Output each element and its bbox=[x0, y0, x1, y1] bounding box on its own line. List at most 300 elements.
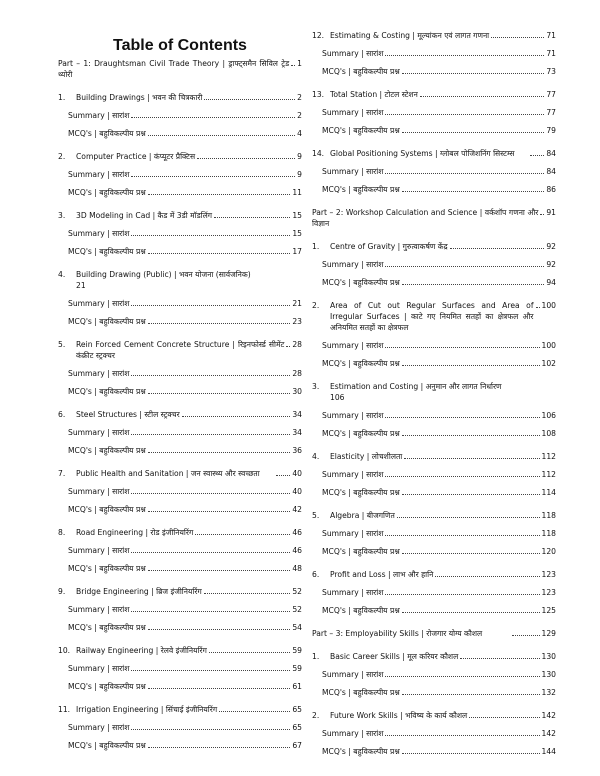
toc-entry[interactable] bbox=[58, 527, 302, 538]
toc-page-number: 17 bbox=[292, 247, 302, 256]
toc-entry[interactable] bbox=[312, 207, 556, 229]
toc-entry-title: Summary | सारांश bbox=[322, 260, 384, 269]
toc-entry-title: Part – 2: Workshop Calculation and Science | वर्कशॉप गणना और विज्ञान bbox=[312, 208, 539, 228]
toc-page-number: 112 bbox=[541, 452, 556, 461]
toc-leader-dots bbox=[402, 191, 545, 192]
toc-entry[interactable] bbox=[58, 339, 302, 361]
toc-page-number: 59 bbox=[292, 646, 302, 655]
toc-leader-dots bbox=[131, 729, 290, 730]
toc-entry-title: 3D Modeling in Cad | कैड में 3डी मॉडलिंग bbox=[76, 211, 213, 220]
toc-entry-title: Summary | सारांश bbox=[68, 229, 130, 238]
toc-page-number: 106 bbox=[330, 393, 345, 402]
toc-entry-row bbox=[58, 298, 302, 309]
toc-entry[interactable] bbox=[58, 468, 302, 479]
toc-page-number: 54 bbox=[292, 623, 302, 632]
toc-entry-row bbox=[312, 30, 556, 41]
toc-right-column bbox=[312, 30, 556, 757]
toc-entry[interactable] bbox=[312, 358, 556, 369]
toc-entry[interactable] bbox=[58, 704, 302, 715]
toc-entry[interactable] bbox=[312, 746, 556, 757]
toc-entry-row bbox=[58, 663, 302, 674]
toc-leader-dots bbox=[540, 214, 544, 215]
toc-entry-row bbox=[58, 368, 302, 379]
toc-entry-title: Estimating & Costing | मूल्यांकन एवं लागत गणना bbox=[330, 31, 490, 40]
toc-page-number: 1 bbox=[297, 59, 302, 68]
toc-entry-row bbox=[312, 687, 556, 698]
toc-entry[interactable] bbox=[58, 504, 302, 515]
toc-entry[interactable] bbox=[58, 246, 302, 257]
toc-page-number: 106 bbox=[541, 411, 556, 420]
toc-entry-row bbox=[312, 184, 556, 195]
toc-page-number: 118 bbox=[541, 529, 556, 538]
toc-entry-row bbox=[58, 187, 302, 198]
toc-page-number: 132 bbox=[541, 688, 556, 697]
toc-chapter-number: 7. bbox=[58, 469, 66, 478]
toc-page-number: 92 bbox=[546, 242, 556, 251]
toc-page-number: 144 bbox=[541, 747, 556, 756]
toc-entry-title: Global Positioning Systems | ग्लोबल पोजिशनिंग सिस्टम्स bbox=[330, 149, 515, 158]
toc-page-number: 21 bbox=[292, 299, 302, 308]
toc-page-number: 71 bbox=[546, 49, 556, 58]
toc-leader-dots bbox=[131, 235, 290, 236]
toc-entry[interactable] bbox=[312, 710, 556, 721]
toc-entry-row bbox=[58, 280, 302, 291]
toc-entry[interactable] bbox=[312, 546, 556, 557]
toc-entry-row bbox=[58, 269, 302, 280]
toc-entry-title: MCQ's | बहुविकल्पीय प्रश्न bbox=[322, 606, 400, 615]
toc-leader-dots bbox=[204, 99, 295, 100]
toc-left-column bbox=[58, 30, 302, 751]
toc-entry-title: Public Health and Sanitation | जन स्वास्थ्य और स्वच्छता bbox=[76, 469, 260, 478]
toc-entry-row bbox=[58, 722, 302, 733]
toc-entry-row bbox=[312, 605, 556, 616]
toc-entry-title: Summary | सारांश bbox=[322, 108, 384, 117]
toc-entry-title: Rein Forced Cement Concrete Structure | रिइनफोर्स्ड सीमेंट कंक्रीट स्ट्रक्चर bbox=[76, 340, 285, 360]
toc-entry-title: Summary | सारांश bbox=[68, 299, 130, 308]
toc-entry-title: Part – 3: Employability Skills | रोजगार योग्य कौशल bbox=[312, 629, 483, 638]
toc-leader-dots bbox=[402, 73, 545, 74]
toc-entry[interactable] bbox=[312, 48, 556, 59]
toc-page-number: 67 bbox=[292, 741, 302, 750]
toc-entry-row bbox=[58, 128, 302, 139]
toc-page-number: 142 bbox=[541, 729, 556, 738]
toc-entry-row bbox=[58, 151, 302, 162]
toc-leader-dots bbox=[148, 747, 291, 748]
toc-entry[interactable] bbox=[312, 259, 556, 270]
toc-entry-title: MCQ's | बहुविकल्पीय प्रश्न bbox=[68, 129, 146, 138]
toc-entry[interactable] bbox=[312, 510, 556, 521]
toc-entry[interactable] bbox=[312, 30, 556, 41]
toc-entry[interactable] bbox=[312, 241, 556, 252]
toc-entry-title: Total Station | टोटल स्टेशन bbox=[330, 90, 418, 99]
toc-chapter-number: 3. bbox=[312, 382, 320, 391]
toc-entry-row bbox=[58, 58, 302, 80]
toc-page-number: 125 bbox=[541, 606, 556, 615]
toc-entry-title: MCQ's | बहुविकल्पीय प्रश्न bbox=[322, 359, 400, 368]
toc-entry-title: Computer Practice | कंप्यूटर प्रैक्टिस bbox=[76, 152, 196, 161]
toc-entry-row bbox=[312, 728, 556, 739]
toc-entry-title: Future Work Skills | भविष्य के कार्य कौशल bbox=[330, 711, 468, 720]
toc-entry[interactable] bbox=[312, 628, 556, 639]
toc-entry-row bbox=[312, 358, 556, 369]
toc-leader-dots bbox=[385, 535, 539, 536]
toc-entry-title: Elasticity | लोचशीलता bbox=[330, 452, 403, 461]
toc-entry-row bbox=[58, 563, 302, 574]
toc-leader-dots bbox=[402, 494, 540, 495]
toc-entry-title: Steel Structures | स्टील स्ट्रक्चर bbox=[76, 410, 180, 419]
toc-entry-row bbox=[58, 468, 302, 479]
toc-entry[interactable] bbox=[312, 469, 556, 480]
toc-page-number: 59 bbox=[292, 664, 302, 673]
toc-entry-row bbox=[312, 428, 556, 439]
toc-leader-dots bbox=[148, 393, 291, 394]
toc-entry-row bbox=[312, 166, 556, 177]
toc-entry-row bbox=[58, 586, 302, 597]
toc-entry[interactable] bbox=[312, 300, 556, 333]
toc-entry-row bbox=[312, 340, 556, 351]
toc-leader-dots bbox=[131, 493, 290, 494]
toc-leader-dots bbox=[131, 434, 290, 435]
toc-page-number: 100 bbox=[541, 301, 556, 310]
toc-entry-row bbox=[312, 746, 556, 757]
toc-entry-title: Summary | सारांश bbox=[68, 170, 130, 179]
toc-entry[interactable] bbox=[58, 92, 302, 103]
toc-entry-title: Part – 1: Draughtsman Civil Trade Theory | ड्राफ्ट्समैन सिविल ट्रेड थ्योरी bbox=[58, 59, 290, 79]
toc-entry-row bbox=[58, 704, 302, 715]
toc-entry-row bbox=[58, 110, 302, 121]
toc-entry-row bbox=[58, 740, 302, 751]
toc-leader-dots bbox=[397, 517, 540, 518]
toc-entry-title: Summary | सारांश bbox=[68, 605, 130, 614]
toc-page-number: 15 bbox=[292, 229, 302, 238]
toc-page-number: 130 bbox=[541, 652, 556, 661]
toc-leader-dots bbox=[385, 476, 539, 477]
toc-entry[interactable] bbox=[58, 645, 302, 656]
toc-entry[interactable] bbox=[312, 66, 556, 77]
toc-entry[interactable] bbox=[312, 340, 556, 351]
toc-entry-row bbox=[58, 545, 302, 556]
toc-leader-dots bbox=[385, 417, 539, 418]
toc-page-number: 108 bbox=[541, 429, 556, 438]
toc-entry[interactable] bbox=[312, 166, 556, 177]
toc-entry-title: MCQ's | बहुविकल्पीय प्रश्न bbox=[68, 247, 146, 256]
toc-page-number: 94 bbox=[546, 278, 556, 287]
toc-entry-row bbox=[312, 469, 556, 480]
toc-leader-dots bbox=[148, 688, 291, 689]
toc-entry[interactable] bbox=[58, 622, 302, 633]
toc-entry-title: Summary | सारांश bbox=[322, 470, 384, 479]
toc-page-number: 23 bbox=[292, 317, 302, 326]
toc-leader-dots bbox=[148, 452, 291, 453]
toc-leader-dots bbox=[460, 658, 539, 659]
toc-page-number: 42 bbox=[292, 505, 302, 514]
toc-page-number: 77 bbox=[546, 108, 556, 117]
toc-page-number: 46 bbox=[292, 528, 302, 537]
toc-entry[interactable] bbox=[58, 445, 302, 456]
toc-entry-row bbox=[58, 339, 302, 361]
toc-entry[interactable] bbox=[58, 187, 302, 198]
toc-entry-row bbox=[58, 486, 302, 497]
toc-entry-title: Summary | सारांश bbox=[68, 487, 130, 496]
toc-entry-row bbox=[312, 89, 556, 100]
toc-leader-dots bbox=[402, 365, 540, 366]
toc-entry[interactable] bbox=[312, 148, 556, 159]
toc-entry[interactable] bbox=[312, 528, 556, 539]
toc-leader-dots bbox=[450, 248, 545, 249]
toc-entry-title: MCQ's | बहुविकल्पीय प्रश्न bbox=[322, 547, 400, 556]
toc-entry-row bbox=[312, 66, 556, 77]
toc-entry[interactable] bbox=[58, 486, 302, 497]
toc-entry[interactable] bbox=[58, 128, 302, 139]
toc-page-number: 36 bbox=[292, 446, 302, 455]
toc-entry-row bbox=[58, 604, 302, 615]
toc-leader-dots bbox=[385, 594, 539, 595]
toc-leader-dots bbox=[491, 37, 544, 38]
toc-leader-dots bbox=[209, 652, 290, 653]
toc-entry[interactable] bbox=[58, 169, 302, 180]
toc-entry-title: Summary | सारांश bbox=[68, 664, 130, 673]
toc-entry-row bbox=[58, 504, 302, 515]
toc-chapter-number: 12. bbox=[312, 31, 325, 40]
toc-entry[interactable] bbox=[312, 277, 556, 288]
toc-entry-row bbox=[312, 528, 556, 539]
toc-page-number: 65 bbox=[292, 723, 302, 732]
toc-entry-row bbox=[312, 259, 556, 270]
toc-entry[interactable] bbox=[58, 151, 302, 162]
toc-page-number: 28 bbox=[292, 369, 302, 378]
toc-leader-dots bbox=[131, 305, 290, 306]
toc-entry[interactable] bbox=[58, 722, 302, 733]
toc-entry[interactable] bbox=[312, 184, 556, 195]
toc-entry[interactable] bbox=[58, 586, 302, 597]
toc-entry-title: Summary | सारांश bbox=[322, 529, 384, 538]
toc-entry-row bbox=[312, 651, 556, 662]
toc-entry-row bbox=[58, 427, 302, 438]
toc-leader-dots bbox=[131, 117, 295, 118]
toc-page-number: 129 bbox=[541, 629, 557, 638]
toc-chapter-number: 2. bbox=[312, 301, 320, 310]
toc-entry-title: MCQ's | बहुविकल्पीय प्रश्न bbox=[322, 126, 400, 135]
toc-page-number: 84 bbox=[546, 167, 556, 176]
toc-entry-row bbox=[312, 48, 556, 59]
toc-entry[interactable] bbox=[58, 740, 302, 751]
toc-leader-dots bbox=[404, 458, 539, 459]
toc-entry[interactable] bbox=[58, 368, 302, 379]
toc-entry-title: Summary | सारांश bbox=[68, 546, 130, 555]
toc-page-number: 92 bbox=[546, 260, 556, 269]
toc-entry-title: Summary | सारांश bbox=[322, 341, 384, 350]
toc-entry[interactable] bbox=[312, 569, 556, 580]
toc-entry[interactable] bbox=[58, 663, 302, 674]
toc-chapter-number: 13. bbox=[312, 90, 325, 99]
toc-entry-row bbox=[312, 510, 556, 521]
toc-entry-title: Profit and Loss | लाभ और हानि bbox=[330, 570, 434, 579]
toc-entry-row bbox=[58, 622, 302, 633]
toc-entry[interactable] bbox=[312, 651, 556, 662]
toc-chapter-number: 4. bbox=[312, 452, 320, 461]
toc-entry-title: Area of Cut out Regular Surfaces and Area of Irregular Surfaces | काटे गए नियमित सतहों का क्षेत्रफल और अनियमित सतहों का क्षेत्रफल bbox=[330, 301, 534, 332]
toc-leader-dots bbox=[148, 194, 291, 195]
toc-chapter-number: 11. bbox=[58, 705, 71, 714]
toc-entry-title: Building Drawings | भवन की चित्रकारी bbox=[76, 93, 203, 102]
toc-chapter-number: 3. bbox=[58, 211, 66, 220]
toc-page-number: 84 bbox=[546, 149, 556, 158]
toc-entry-row bbox=[58, 409, 302, 420]
toc-entry-row bbox=[312, 487, 556, 498]
toc-page-number: 4 bbox=[297, 129, 302, 138]
toc-entry-title: MCQ's | बहुविकल्पीय प्रश्न bbox=[68, 317, 146, 326]
toc-entry-row bbox=[312, 207, 556, 229]
toc-entry[interactable] bbox=[58, 386, 302, 397]
toc-entry-row bbox=[312, 241, 556, 252]
toc-entry[interactable] bbox=[312, 587, 556, 598]
toc-entry[interactable] bbox=[58, 427, 302, 438]
toc-chapter-number: 2. bbox=[312, 711, 320, 720]
toc-leader-dots bbox=[131, 611, 290, 612]
toc-leader-dots bbox=[131, 176, 295, 177]
toc-entry-title: Summary | सारांश bbox=[322, 49, 384, 58]
toc-leader-dots bbox=[214, 217, 290, 218]
toc-entry-title: Basic Career Skills | मूल करियर कौशल bbox=[330, 652, 459, 661]
toc-entry[interactable] bbox=[312, 428, 556, 439]
toc-entry-row bbox=[312, 451, 556, 462]
toc-leader-dots bbox=[469, 717, 539, 718]
toc-page-number: 91 bbox=[546, 208, 556, 217]
toc-entry-title: Summary | सारांश bbox=[322, 729, 384, 738]
toc-entry-title: Estimation and Costing | अनुमान और लागत निर्धारण bbox=[330, 382, 502, 391]
toc-page-number: 40 bbox=[292, 487, 302, 496]
toc-page-number: 123 bbox=[541, 588, 556, 597]
toc-leader-dots bbox=[402, 553, 540, 554]
toc-entry-title: Centre of Gravity | गुरुत्वाकर्षण केंद्र bbox=[330, 242, 448, 251]
toc-entry-title: MCQ's | बहुविकल्पीय प्रश्न bbox=[68, 741, 146, 750]
toc-entry[interactable] bbox=[312, 107, 556, 118]
toc-entry[interactable] bbox=[312, 451, 556, 462]
toc-entry-title: Summary | सारांश bbox=[68, 723, 130, 732]
toc-entry-title: Bridge Engineering | ब्रिज इंजीनियरिंग bbox=[76, 587, 202, 596]
toc-page-number: 118 bbox=[541, 511, 556, 520]
toc-page-number: 61 bbox=[292, 682, 302, 691]
toc-page-number: 30 bbox=[292, 387, 302, 396]
toc-leader-dots bbox=[219, 711, 290, 712]
toc-page-number: 86 bbox=[546, 185, 556, 194]
toc-leader-dots bbox=[435, 576, 539, 577]
toc-entry-title: MCQ's | बहुविकल्पीय प्रश्न bbox=[322, 278, 400, 287]
toc-entry[interactable] bbox=[58, 563, 302, 574]
toc-entry[interactable] bbox=[58, 228, 302, 239]
toc-entry-row bbox=[312, 148, 556, 159]
toc-entry[interactable] bbox=[58, 316, 302, 327]
toc-leader-dots bbox=[131, 670, 290, 671]
toc-entry[interactable] bbox=[312, 381, 556, 403]
toc-entry[interactable] bbox=[312, 89, 556, 100]
toc-chapter-number: 5. bbox=[58, 340, 66, 349]
toc-entry[interactable] bbox=[58, 604, 302, 615]
toc-leader-dots bbox=[286, 346, 290, 347]
toc-entry[interactable] bbox=[58, 269, 302, 291]
toc-entry-row bbox=[58, 246, 302, 257]
toc-entry[interactable] bbox=[58, 681, 302, 692]
toc-leader-dots bbox=[402, 753, 540, 754]
toc-page-number: 28 bbox=[292, 340, 302, 349]
toc-chapter-number: 9. bbox=[58, 587, 66, 596]
toc-leader-dots bbox=[131, 375, 290, 376]
toc-entry-row bbox=[58, 386, 302, 397]
toc-leader-dots bbox=[402, 284, 545, 285]
toc-entry[interactable] bbox=[312, 410, 556, 421]
toc-entry-row bbox=[312, 381, 556, 392]
toc-entry-row bbox=[58, 228, 302, 239]
toc-entry[interactable] bbox=[312, 125, 556, 136]
toc-entry-title: Summary | सारांश bbox=[68, 428, 130, 437]
toc-chapter-number: 2. bbox=[58, 152, 66, 161]
toc-leader-dots bbox=[402, 435, 540, 436]
toc-entry-row bbox=[58, 92, 302, 103]
toc-page-number: 120 bbox=[541, 547, 556, 556]
toc-entry[interactable] bbox=[58, 409, 302, 420]
toc-page-number: 65 bbox=[292, 705, 302, 714]
toc-page-number: 11 bbox=[292, 188, 302, 197]
toc-entry-title: Summary | सारांश bbox=[322, 588, 384, 597]
toc-leader-dots bbox=[204, 593, 291, 594]
toc-leader-dots bbox=[148, 135, 295, 136]
toc-chapter-number: 6. bbox=[312, 570, 320, 579]
toc-leader-dots bbox=[148, 253, 291, 254]
toc-leader-dots bbox=[385, 173, 544, 174]
toc-entry-title: MCQ's | बहुविकल्पीय प्रश्न bbox=[322, 67, 400, 76]
toc-entry-row bbox=[58, 527, 302, 538]
toc-entry[interactable] bbox=[58, 545, 302, 556]
toc-entry[interactable] bbox=[312, 728, 556, 739]
toc-leader-dots bbox=[195, 534, 290, 535]
toc-entry[interactable] bbox=[58, 110, 302, 121]
toc-entry[interactable] bbox=[312, 687, 556, 698]
toc-entry-row bbox=[312, 410, 556, 421]
toc-entry-title: MCQ's | बहुविकल्पीय प्रश्न bbox=[322, 747, 400, 756]
toc-entry[interactable] bbox=[58, 298, 302, 309]
toc-page-number: 34 bbox=[292, 410, 302, 419]
toc-entry-row bbox=[58, 169, 302, 180]
toc-entry-title: Summary | सारांश bbox=[68, 111, 130, 120]
toc-leader-dots bbox=[131, 552, 290, 553]
toc-page-number: 142 bbox=[541, 711, 556, 720]
toc-page-number: 40 bbox=[292, 469, 302, 478]
toc-entry[interactable] bbox=[312, 487, 556, 498]
toc-entry-row bbox=[58, 210, 302, 221]
toc-entry[interactable] bbox=[58, 58, 302, 80]
toc-leader-dots bbox=[182, 416, 291, 417]
toc-page-number: 71 bbox=[546, 31, 556, 40]
toc-leader-dots bbox=[385, 735, 539, 736]
toc-leader-dots bbox=[402, 612, 540, 613]
toc-leader-dots bbox=[148, 511, 291, 512]
toc-page-number: 130 bbox=[541, 670, 556, 679]
toc-entry[interactable] bbox=[312, 605, 556, 616]
toc-chapter-number: 8. bbox=[58, 528, 66, 537]
toc-entry-row bbox=[312, 107, 556, 118]
toc-chapter-number: 1. bbox=[312, 652, 320, 661]
toc-page-number: 112 bbox=[541, 470, 556, 479]
toc-entry-title: Summary | सारांश bbox=[68, 369, 130, 378]
toc-entry-title: Summary | सारांश bbox=[322, 670, 384, 679]
toc-entry[interactable] bbox=[58, 210, 302, 221]
toc-entry-title: Building Drawing (Public) | भवन योजना (सार्वजनिक) bbox=[76, 270, 251, 279]
toc-entry[interactable] bbox=[312, 669, 556, 680]
toc-entry-title: MCQ's | बहुविकल्पीय प्रश्न bbox=[68, 188, 146, 197]
toc-entry-row bbox=[312, 125, 556, 136]
toc-leader-dots bbox=[530, 155, 544, 156]
toc-entry-row bbox=[312, 300, 556, 333]
